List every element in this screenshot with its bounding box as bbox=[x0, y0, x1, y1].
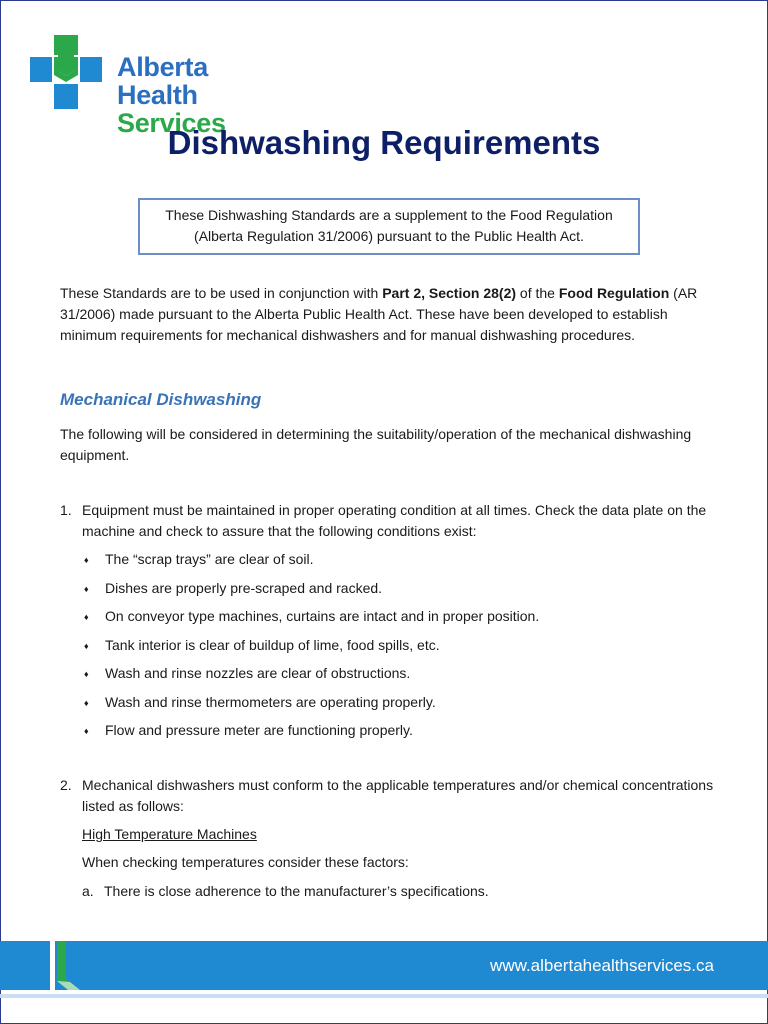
logo-line1: Alberta Health bbox=[117, 52, 208, 110]
list-item bbox=[84, 578, 724, 607]
bullet-text: Dishes are properly pre-scraped and racked. bbox=[105, 579, 383, 596]
footer-website-link[interactable]: www.albertahealthservices.ca bbox=[490, 956, 714, 975]
diamond-bullet-icon: ♦ bbox=[84, 555, 89, 565]
diamond-bullet-icon: ♦ bbox=[84, 726, 89, 736]
list-item bbox=[84, 635, 724, 664]
bullet-text: Tank interior is clear of buildup of lime, food spills, etc. bbox=[105, 636, 440, 653]
bullet-text: Flow and pressure meter are functioning properly. bbox=[105, 722, 413, 738]
diamond-bullet-icon: ♦ bbox=[84, 612, 89, 622]
intro-text-1: These Standards are to be used in conjunction with bbox=[60, 285, 383, 301]
page-title: Dishwashing Requirements bbox=[167, 124, 601, 161]
ahs-footer-icon bbox=[40, 941, 84, 990]
notice-line1: These Dishwashing Standards are a supplement to the Food Regulation bbox=[165, 207, 613, 223]
list-item bbox=[84, 720, 724, 749]
logo-line2: Services bbox=[117, 108, 226, 138]
section-heading: Mechanical Dishwashing bbox=[60, 390, 262, 409]
conditions-list bbox=[84, 549, 724, 749]
item-number: 2. bbox=[60, 777, 72, 793]
item-text: Equipment must be maintained in proper operating condition at all times. Check the data plate on the machine and check to assure that the following conditions exist: bbox=[82, 502, 707, 539]
diamond-bullet-icon: ♦ bbox=[84, 669, 89, 679]
diamond-bullet-icon: ♦ bbox=[84, 640, 89, 651]
sub-item-label: a. bbox=[82, 883, 94, 899]
diamond-bullet-icon: ♦ bbox=[84, 697, 89, 708]
ahs-cross-icon bbox=[30, 35, 110, 111]
sub-item-text: There is close adherence to the manufacturer’s specifications. bbox=[104, 883, 489, 899]
factors-text: When checking temperatures consider these factors: bbox=[82, 854, 409, 870]
subheading: High Temperature Machines bbox=[82, 826, 257, 842]
footer-stripe bbox=[0, 994, 768, 998]
intro-text-2: of the bbox=[516, 285, 559, 301]
bullet-text: Wash and rinse nozzles are clear of obstructions. bbox=[105, 665, 411, 681]
intro-text-3: (AR 31/2006) made pursuant to the Alberta Public Health Act. These have been developed to establish minimum requirements for mechanical dishwashers and for manual dishwashing procedures. bbox=[60, 285, 698, 343]
bullet-text: On conveyor type machines, curtains are intact and in proper position. bbox=[105, 608, 540, 624]
bullet-text: The “scrap trays” are clear of soil. bbox=[105, 551, 314, 567]
list-item bbox=[84, 606, 724, 635]
item-number: 1. bbox=[60, 502, 72, 518]
ahs-logo bbox=[30, 35, 290, 138]
list-item bbox=[84, 692, 724, 721]
diamond-bullet-icon: ♦ bbox=[84, 583, 89, 594]
suitability-paragraph: The following will be considered in determining the suitability/operation of the mechanical dishwashing equipment. bbox=[60, 426, 692, 463]
list-item bbox=[84, 663, 724, 692]
intro-bold-1: Part 2, Section 28(2) bbox=[382, 285, 517, 301]
notice-box bbox=[138, 198, 640, 255]
list-item bbox=[84, 549, 724, 578]
intro-paragraph bbox=[60, 283, 720, 346]
notice-line2: (Alberta Regulation 31/2006) pursuant to the Public Health Act. bbox=[194, 228, 584, 244]
bullet-text: Wash and rinse thermometers are operating properly. bbox=[105, 693, 436, 710]
item-text: Mechanical dishwashers must conform to the applicable temperatures and/or chemical concentrations listed as follows: bbox=[82, 777, 714, 814]
intro-bold-2: Food Regulation bbox=[558, 285, 670, 301]
